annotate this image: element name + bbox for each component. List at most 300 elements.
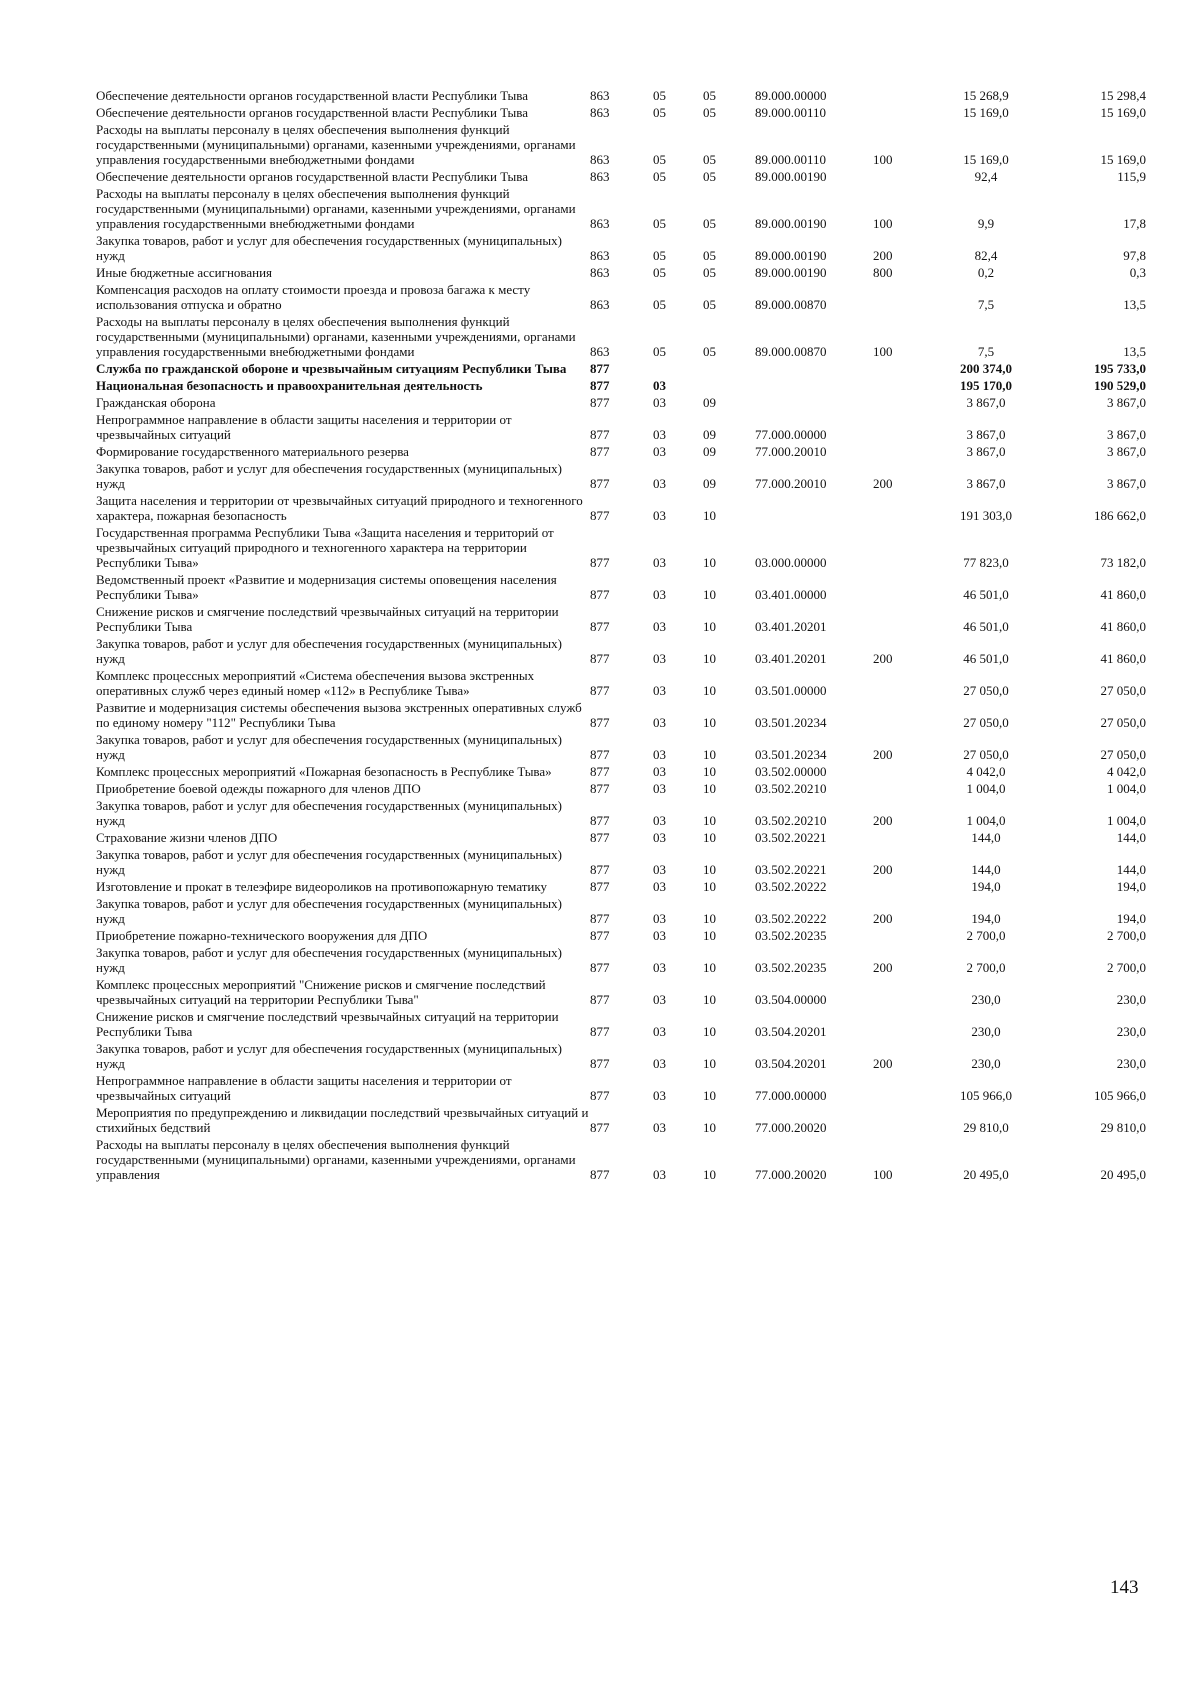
cell-pr: 10: [703, 1120, 716, 1135]
cell-pr: 05: [703, 169, 716, 184]
cell-vr: [873, 764, 933, 781]
cell-pr: 09: [703, 476, 716, 491]
table-row: [96, 732, 1146, 764]
cell-csr: 77.000.00000: [755, 1088, 827, 1103]
cell-y1: 4 042,0: [966, 764, 1006, 779]
cell-rz: 03: [653, 1120, 666, 1135]
cell-name: Изготовление и прокат в телеэфире видеороликов на противопожарную тематику: [96, 879, 548, 894]
cell-csr: 89.000.00190: [755, 265, 827, 280]
cell-rz: 03: [653, 508, 666, 523]
cell-name: Формирование государственного материального резерва: [96, 444, 409, 459]
cell-pr: 10: [703, 1088, 716, 1103]
table-row: [96, 764, 1146, 781]
cell-csr: 03.401.20201: [755, 651, 827, 666]
table-row: [96, 572, 1146, 604]
cell-vr: [873, 493, 933, 525]
cell-vr: [873, 412, 933, 444]
table-row: [96, 945, 1146, 977]
cell-csr: [755, 361, 873, 378]
budget-table-sheet: [96, 88, 1146, 1184]
cell-y1: 194,0: [971, 911, 1001, 926]
cell-y1: 15 268,9: [963, 88, 1009, 103]
cell-y2: 115,9: [1117, 169, 1146, 184]
cell-name: Закупка товаров, работ и услуг для обеспечения государственных (муниципальных) нужд: [96, 1041, 562, 1071]
table-row: [96, 636, 1146, 668]
cell-name: Непрограммное направление в области защиты населения и территории от чрезвычайных ситуаций: [96, 412, 512, 442]
cell-csr: 89.000.00870: [755, 344, 827, 359]
cell-csr: 89.000.00190: [755, 169, 827, 184]
cell-pr: 10: [703, 781, 716, 796]
cell-rz: 05: [653, 169, 666, 184]
cell-rz: 03: [653, 911, 666, 926]
cell-name: Закупка товаров, работ и услуг для обеспечения государственных (муниципальных) нужд: [96, 732, 562, 762]
cell-csr: 77.000.20010: [755, 476, 827, 491]
cell-vr: [873, 169, 933, 186]
table-row: [96, 977, 1146, 1009]
cell-y2: 29 810,0: [1100, 1120, 1146, 1135]
cell-name: Закупка товаров, работ и услуг для обеспечения государственных (муниципальных) нужд: [96, 847, 562, 877]
cell-y1: 1 004,0: [966, 781, 1006, 796]
cell-csr: 03.401.20201: [755, 619, 827, 634]
cell-vr: [873, 1073, 933, 1105]
cell-adm: 863: [590, 248, 610, 263]
cell-csr: 03.504.00000: [755, 992, 827, 1007]
cell-vr: 200: [873, 476, 893, 491]
cell-adm: 877: [590, 476, 610, 491]
cell-adm: 863: [590, 152, 610, 167]
cell-y1: 20 495,0: [963, 1167, 1009, 1182]
cell-rz: 05: [653, 344, 666, 359]
cell-name: Комплекс процессных мероприятий «Пожарная безопасность в Республике Тыва»: [96, 764, 552, 779]
cell-rz: 05: [653, 105, 666, 120]
cell-name: Защита населения и территории от чрезвычайных ситуаций природного и техногенного характера, пожарная безопасность: [96, 493, 583, 523]
cell-rz: 03: [653, 813, 666, 828]
cell-csr: 89.000.00110: [755, 105, 827, 120]
table-row: [96, 1137, 1146, 1184]
table-row: [96, 361, 1146, 378]
cell-name: Компенсация расходов на оплату стоимости проезда и провоза багажа к месту использования отпуска и обратно: [96, 282, 531, 312]
cell-adm: 877: [590, 508, 610, 523]
cell-adm: 863: [590, 216, 610, 231]
cell-y2: 230,0: [1116, 992, 1146, 1007]
cell-y1: 144,0: [971, 830, 1001, 845]
cell-pr: 05: [703, 344, 716, 359]
cell-adm: 877: [590, 879, 610, 894]
cell-adm: 877: [590, 992, 610, 1007]
cell-adm: 877: [590, 813, 610, 828]
cell-adm: 877: [590, 1167, 610, 1182]
cell-csr: 03.504.20201: [755, 1024, 827, 1039]
cell-adm: 877: [590, 1088, 610, 1103]
cell-rz: 03: [653, 395, 666, 410]
cell-y1: 46 501,0: [963, 619, 1009, 634]
table-row: [96, 186, 1146, 233]
cell-pr: 10: [703, 1056, 716, 1071]
cell-rz: 03: [653, 928, 666, 943]
cell-name: Служба по гражданской обороне и чрезвычайным ситуациям Республики Тыва: [96, 361, 567, 376]
cell-vr: [873, 572, 933, 604]
cell-pr: 05: [703, 265, 716, 280]
cell-rz: 03: [653, 960, 666, 975]
cell-y2: 13,5: [1123, 344, 1146, 359]
cell-y2: 0,3: [1129, 265, 1146, 280]
cell-name: Национальная безопасность и правоохранительная деятельность: [96, 378, 483, 393]
cell-y2: 41 860,0: [1100, 651, 1146, 666]
table-row: [96, 461, 1146, 493]
cell-name: Снижение рисков и смягчение последствий чрезвычайных ситуаций на территории Республики Тыва: [96, 1009, 559, 1039]
cell-name: Закупка товаров, работ и услуг для обеспечения государственных (муниципальных) нужд: [96, 798, 562, 828]
cell-rz: 05: [653, 152, 666, 167]
cell-csr: [755, 493, 873, 525]
cell-rz: 05: [653, 248, 666, 263]
table-row: [96, 700, 1146, 732]
cell-y2: 186 662,0: [1094, 508, 1146, 523]
cell-vr: 200: [873, 862, 893, 877]
cell-name: Закупка товаров, работ и услуг для обеспечения государственных (муниципальных) нужд: [96, 945, 562, 975]
cell-csr: 03.501.20234: [755, 715, 827, 730]
cell-y1: 15 169,0: [963, 105, 1009, 120]
cell-pr: 10: [703, 928, 716, 943]
cell-rz: 03: [653, 651, 666, 666]
cell-csr: [755, 395, 873, 412]
cell-y1: 3 867,0: [966, 444, 1006, 459]
cell-name: Страхование жизни членов ДПО: [96, 830, 278, 845]
cell-vr: [873, 879, 933, 896]
cell-vr: [873, 282, 933, 314]
cell-vr: 200: [873, 248, 893, 263]
cell-y2: 195 733,0: [1094, 361, 1146, 376]
cell-y1: 27 050,0: [963, 747, 1009, 762]
cell-pr: 10: [703, 862, 716, 877]
cell-rz: 03: [653, 587, 666, 602]
cell-y1: 27 050,0: [963, 683, 1009, 698]
cell-pr: 10: [703, 587, 716, 602]
cell-adm: 877: [590, 911, 610, 926]
table-row: [96, 847, 1146, 879]
cell-adm: 877: [590, 555, 610, 570]
cell-rz: 03: [653, 427, 666, 442]
cell-y2: 194,0: [1116, 879, 1146, 894]
cell-csr: 89.000.00190: [755, 216, 827, 231]
cell-y1: 230,0: [971, 1024, 1001, 1039]
cell-rz: 03: [653, 619, 666, 634]
cell-name: Комплекс процессных мероприятий "Снижение рисков и смягчение последствий чрезвычайных ситуаций на территории Республики Тыва": [96, 977, 546, 1007]
table-row: [96, 265, 1146, 282]
cell-y2: 3 867,0: [1107, 476, 1146, 491]
cell-vr: [873, 1009, 933, 1041]
cell-vr: [873, 700, 933, 732]
cell-y1: 7,5: [977, 297, 995, 312]
cell-y2: 41 860,0: [1100, 587, 1146, 602]
cell-adm: 877: [590, 715, 610, 730]
cell-vr: 100: [873, 344, 893, 359]
cell-adm: 877: [590, 427, 610, 442]
table-row: [96, 282, 1146, 314]
table-row: [96, 233, 1146, 265]
cell-pr: 10: [703, 1167, 716, 1182]
cell-adm: 877: [590, 683, 610, 698]
cell-rz: 03: [653, 764, 666, 779]
cell-vr: [873, 977, 933, 1009]
cell-y1: 3 867,0: [966, 476, 1006, 491]
cell-pr: 09: [703, 427, 716, 442]
cell-vr: [873, 361, 933, 378]
cell-rz: 03: [653, 715, 666, 730]
cell-pr: 05: [703, 297, 716, 312]
cell-name: Иные бюджетные ассигнования: [96, 265, 273, 280]
cell-y1: 1 004,0: [966, 813, 1006, 828]
cell-name: Снижение рисков и смягчение последствий чрезвычайных ситуаций на территории Республики Тыва: [96, 604, 559, 634]
cell-pr: 10: [703, 651, 716, 666]
cell-y1: 2 700,0: [966, 960, 1006, 975]
cell-y1: 92,4: [974, 169, 998, 184]
table-row: [96, 604, 1146, 636]
cell-rz: 05: [653, 88, 666, 103]
cell-y2: 4 042,0: [1107, 764, 1146, 779]
table-row: [96, 928, 1146, 945]
cell-vr: [873, 604, 933, 636]
cell-csr: 89.000.00110: [755, 152, 827, 167]
cell-rz: 03: [653, 879, 666, 894]
cell-y1: 82,4: [974, 248, 998, 263]
cell-vr: 200: [873, 911, 893, 926]
cell-y1: 230,0: [971, 1056, 1001, 1071]
cell-adm: 863: [590, 88, 610, 103]
cell-pr: 10: [703, 555, 716, 570]
cell-pr: 09: [703, 444, 716, 459]
cell-adm: 863: [590, 265, 610, 280]
cell-y2: 27 050,0: [1100, 683, 1146, 698]
cell-y1: 9,9: [977, 216, 995, 231]
cell-name: Закупка товаров, работ и услуг для обеспечения государственных (муниципальных) нужд: [96, 461, 562, 491]
cell-csr: 89.000.00190: [755, 248, 827, 263]
cell-csr: 89.000.00000: [755, 88, 827, 103]
cell-vr: [873, 781, 933, 798]
cell-y2: 15 169,0: [1100, 105, 1146, 120]
cell-y1: 144,0: [971, 862, 1001, 877]
cell-csr: [755, 378, 873, 395]
cell-pr: 10: [703, 992, 716, 1007]
cell-rz: 05: [653, 216, 666, 231]
table-row: [96, 1041, 1146, 1073]
cell-y1: 3 867,0: [966, 427, 1006, 442]
cell-csr: 03.502.20222: [755, 911, 827, 926]
cell-y2: 230,0: [1116, 1056, 1146, 1071]
cell-vr: [873, 525, 933, 572]
cell-pr: 10: [703, 683, 716, 698]
cell-adm: 877: [590, 747, 610, 762]
cell-csr: 03.502.20221: [755, 862, 827, 877]
cell-rz: 05: [653, 297, 666, 312]
cell-pr: 05: [703, 248, 716, 263]
cell-pr: 10: [703, 747, 716, 762]
cell-name: Приобретение пожарно-технического вооружения для ДПО: [96, 928, 428, 943]
table-row: [96, 781, 1146, 798]
cell-pr: 10: [703, 619, 716, 634]
cell-y1: 7,5: [977, 344, 995, 359]
cell-csr: 77.000.20010: [755, 444, 827, 459]
cell-vr: 100: [873, 152, 893, 167]
cell-name: Государственная программа Республики Тыва «Защита населения и территорий от чрезвычайных ситуаций природного и техногенного характера на территории Республики Тыва»: [96, 525, 554, 570]
cell-y2: 3 867,0: [1107, 395, 1146, 410]
cell-adm: 877: [590, 1056, 610, 1071]
cell-adm: 877: [590, 619, 610, 634]
cell-adm: 877: [590, 928, 610, 943]
table-row: [96, 169, 1146, 186]
cell-name: Гражданская оборона: [96, 395, 216, 410]
cell-rz: 03: [653, 1056, 666, 1071]
cell-vr: [873, 1105, 933, 1137]
cell-name: Обеспечение деятельности органов государственной власти Республики Тыва: [96, 88, 528, 103]
cell-rz: 03: [653, 1167, 666, 1182]
cell-vr: [873, 668, 933, 700]
budget-table-body: [96, 88, 1146, 1184]
cell-rz: 03: [653, 862, 666, 877]
cell-pr: 10: [703, 879, 716, 894]
cell-rz: 03: [653, 555, 666, 570]
cell-adm: 863: [590, 297, 610, 312]
cell-y2: 41 860,0: [1100, 619, 1146, 634]
cell-csr: 03.502.20235: [755, 928, 827, 943]
table-row: [96, 378, 1146, 395]
cell-y1: 2 700,0: [966, 928, 1006, 943]
table-row: [96, 1009, 1146, 1041]
cell-csr: 03.504.20201: [755, 1056, 827, 1071]
table-row: [96, 1073, 1146, 1105]
table-row: [96, 879, 1146, 896]
cell-adm: 877: [590, 395, 610, 410]
cell-y2: 15 298,4: [1100, 88, 1146, 103]
cell-y2: 194,0: [1116, 911, 1146, 926]
cell-rz: 03: [653, 378, 666, 393]
cell-pr: 10: [703, 715, 716, 730]
cell-rz: 03: [653, 1024, 666, 1039]
cell-adm: 863: [590, 344, 610, 359]
cell-pr: 05: [703, 216, 716, 231]
table-row: [96, 668, 1146, 700]
cell-pr: 10: [703, 764, 716, 779]
cell-y1: 3 867,0: [966, 395, 1006, 410]
cell-adm: 877: [590, 444, 610, 459]
cell-name: Мероприятия по предупреждению и ликвидации последствий чрезвычайных ситуаций и стихийных бедствий: [96, 1105, 589, 1135]
cell-pr: 05: [703, 105, 716, 120]
cell-adm: 863: [590, 105, 610, 120]
cell-pr: 05: [703, 88, 716, 103]
table-row: [96, 830, 1146, 847]
cell-pr: 09: [703, 395, 716, 410]
cell-y1: 29 810,0: [963, 1120, 1009, 1135]
cell-y1: 194,0: [971, 879, 1001, 894]
cell-csr: 03.000.00000: [755, 555, 827, 570]
cell-rz: 03: [653, 747, 666, 762]
table-row: [96, 395, 1146, 412]
cell-y2: 17,8: [1123, 216, 1146, 231]
cell-adm: 877: [590, 862, 610, 877]
cell-y2: 73 182,0: [1100, 555, 1146, 570]
cell-rz: [653, 361, 703, 378]
cell-name: Развитие и модернизация системы обеспечения вызова экстренных оперативных служб по единому номеру "112" Республики Тыва: [96, 700, 582, 730]
table-row: [96, 122, 1146, 169]
cell-pr: 10: [703, 911, 716, 926]
table-row: [96, 412, 1146, 444]
cell-vr: [873, 378, 933, 395]
cell-csr: 77.000.00000: [755, 427, 827, 442]
cell-vr: [873, 928, 933, 945]
cell-vr: [873, 395, 933, 412]
cell-y2: 3 867,0: [1107, 427, 1146, 442]
cell-csr: 03.502.20235: [755, 960, 827, 975]
cell-rz: 03: [653, 444, 666, 459]
cell-adm: 877: [590, 764, 610, 779]
cell-rz: 05: [653, 265, 666, 280]
cell-vr: [873, 88, 933, 105]
cell-name: Приобретение боевой одежды пожарного для членов ДПО: [96, 781, 421, 796]
cell-y1: 46 501,0: [963, 587, 1009, 602]
table-row: [96, 1105, 1146, 1137]
cell-name: Обеспечение деятельности органов государственной власти Республики Тыва: [96, 169, 528, 184]
cell-y2: 3 867,0: [1107, 444, 1146, 459]
cell-csr: 03.502.20210: [755, 813, 827, 828]
cell-y2: 27 050,0: [1100, 715, 1146, 730]
cell-adm: 877: [590, 361, 610, 376]
cell-y2: 144,0: [1116, 830, 1146, 845]
cell-adm: 877: [590, 587, 610, 602]
cell-y1: 0,2: [977, 265, 995, 280]
cell-csr: 03.502.20221: [755, 830, 827, 845]
table-row: [96, 525, 1146, 572]
table-row: [96, 314, 1146, 361]
cell-csr: 77.000.20020: [755, 1120, 827, 1135]
cell-y2: 2 700,0: [1107, 960, 1146, 975]
cell-rz: 03: [653, 992, 666, 1007]
cell-y2: 105 966,0: [1094, 1088, 1146, 1103]
cell-y2: 27 050,0: [1100, 747, 1146, 762]
cell-adm: 877: [590, 781, 610, 796]
cell-vr: 200: [873, 1056, 893, 1071]
cell-name: Закупка товаров, работ и услуг для обеспечения государственных (муниципальных) нужд: [96, 636, 562, 666]
cell-vr: [873, 830, 933, 847]
cell-pr: [703, 361, 755, 378]
cell-name: Закупка товаров, работ и услуг для обеспечения государственных (муниципальных) нужд: [96, 233, 562, 263]
cell-y2: 13,5: [1123, 297, 1146, 312]
cell-csr: 77.000.20020: [755, 1167, 827, 1182]
cell-name: Расходы на выплаты персоналу в целях обеспечения выполнения функций государственными (муниципальными) органами, казенными учреждениями, органами управления государственными внебюджетными фондами: [96, 122, 576, 167]
cell-adm: 877: [590, 960, 610, 975]
cell-pr: 10: [703, 830, 716, 845]
cell-vr: [873, 444, 933, 461]
cell-rz: 03: [653, 781, 666, 796]
table-row: [96, 493, 1146, 525]
cell-adm: 863: [590, 169, 610, 184]
cell-rz: 03: [653, 830, 666, 845]
cell-csr: 03.502.20210: [755, 781, 827, 796]
cell-y2: 97,8: [1123, 248, 1146, 263]
table-row: [96, 798, 1146, 830]
table-row: [96, 896, 1146, 928]
cell-rz: 03: [653, 683, 666, 698]
cell-y2: 190 529,0: [1094, 378, 1146, 393]
cell-y2: 1 004,0: [1107, 781, 1146, 796]
table-row: [96, 444, 1146, 461]
cell-rz: 03: [653, 476, 666, 491]
cell-y2: 15 169,0: [1100, 152, 1146, 167]
cell-adm: 877: [590, 830, 610, 845]
cell-y1: 195 170,0: [960, 378, 1012, 393]
cell-adm: 877: [590, 378, 610, 393]
cell-csr: 03.502.20222: [755, 879, 827, 894]
cell-y1: 191 303,0: [960, 508, 1012, 523]
cell-vr: 100: [873, 216, 893, 231]
